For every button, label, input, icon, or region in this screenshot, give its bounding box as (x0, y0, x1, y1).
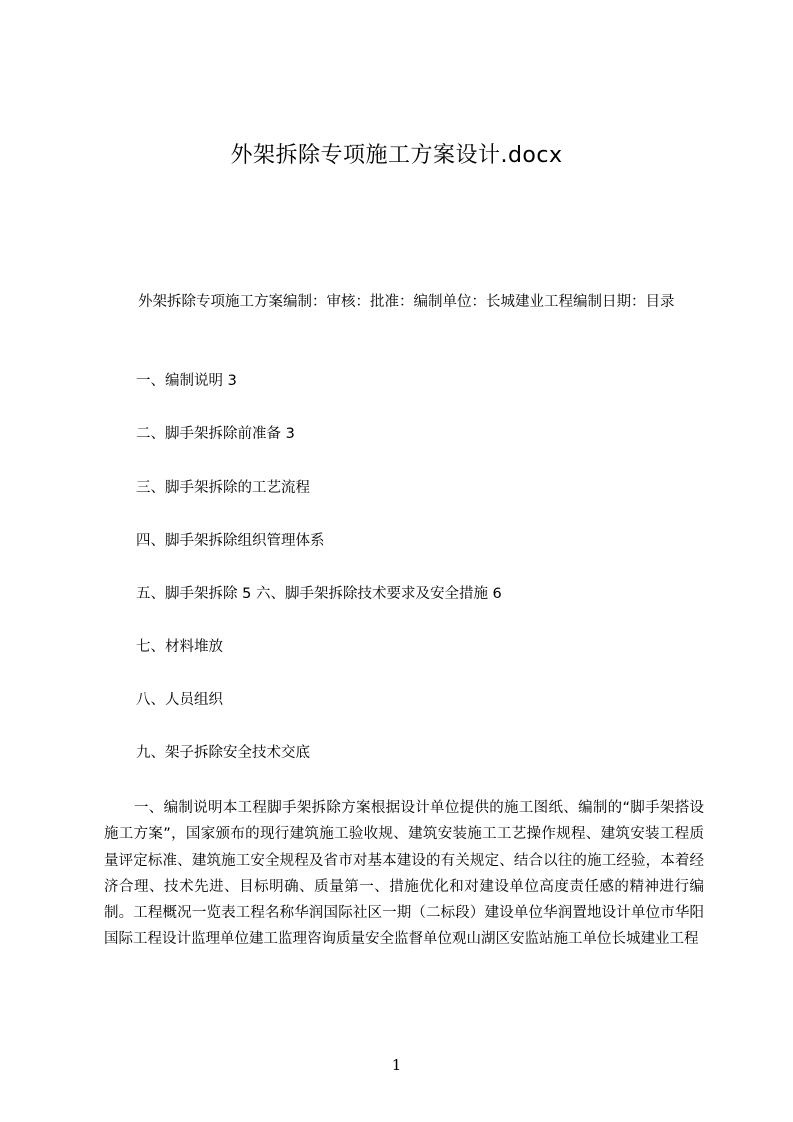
toc-item-8: 八、人员组织 (136, 692, 223, 708)
toc-item-1: 一、编制说明 3 (136, 373, 237, 389)
intro-paragraph: 外架拆除专项施工方案编制：审核：批准：编制单位：长城建业工程编制日期：目录 (138, 294, 675, 310)
toc-item-4: 四、脚手架拆除组织管理体系 (136, 533, 325, 549)
toc-item-3: 三、脚手架拆除的工艺流程 (136, 480, 310, 496)
toc-item-9: 九、架子拆除安全技术交底 (136, 745, 310, 761)
body-paragraph: 一、编制说明本工程脚手架拆除方案根据设计单位提供的施工图纸、编制的“脚手架搭设施工方案”，国家颁布的现行建筑施工验收规、建筑安装施工工艺操作规程、建筑安装工程质量评定标准、建筑施工安全规程及省市对基本建设的有关规定、结合以往的施工经验，本着经济合理、技术先进、目标明确、质量第一、措施优化和对建设单位高度责任感的精神进行编制。工程概况一览表工程名称华润国际社区一期（二标段）建设单位华润置地设计单位市华阳国际工程设计监理单位建工监理咨询质量安全监督单位观山湖区安监站施工单位长城建业工程 (104, 800, 704, 948)
page-number: 1 (391, 1056, 402, 1074)
toc-item-5: 五、脚手架拆除 5 六、脚手架拆除技术要求及安全措施 6 (136, 586, 502, 602)
document-title: 外架拆除专项施工方案设计.docx (230, 143, 563, 168)
toc-item-7: 七、材料堆放 (136, 639, 223, 655)
toc-item-2: 二、脚手架拆除前准备 3 (136, 426, 295, 442)
